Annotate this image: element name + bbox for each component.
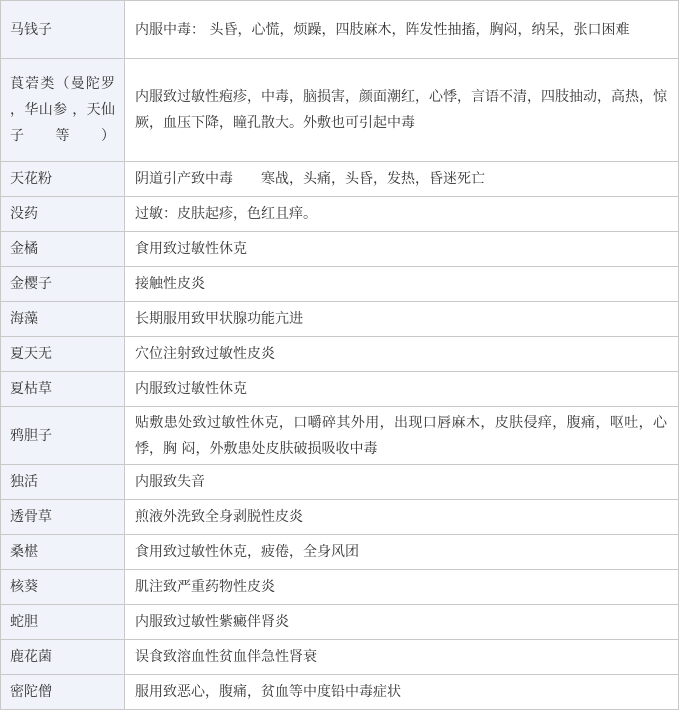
herb-name: 夏枯草 (1, 372, 125, 407)
reaction-description: 穴位注射致过敏性皮炎 (125, 337, 679, 372)
table-row (1, 197, 679, 232)
herb-name: 核葵 (1, 570, 125, 605)
reaction-description: 贴敷患处致过敏性休克，口嚼碎其外用，出现口唇麻木，皮肤侵痒，腹痛，呕吐，心悸，胸 闷，外敷患处皮肤破损吸收中毒 (125, 407, 679, 465)
reaction-description: 内服致过敏性紫癜伴肾炎 (125, 605, 679, 640)
table-row (1, 59, 679, 162)
reaction-description: 食用致过敏性休克 (125, 232, 679, 267)
herb-name-text: 莨菪类（曼陀罗 ，华山参 ，天仙子等） (10, 76, 115, 144)
reaction-description: 误食致溶血性贫血伴急性肾衰 (125, 640, 679, 675)
reaction-description: 食用致过敏性休克，疲倦，全身风团 (125, 535, 679, 570)
reaction-description: 煎液外洗致全身剥脱性皮炎 (125, 500, 679, 535)
herb-name: 金樱子 (1, 267, 125, 302)
table-row (1, 337, 679, 372)
reaction-description: 阴道引产致中毒 寒战，头痛，头昏，发热，昏迷死亡 (125, 162, 679, 197)
table-row (1, 1, 679, 59)
table-row (1, 267, 679, 302)
reaction-description: 肌注致严重药物性皮炎 (125, 570, 679, 605)
herb-name: 夏天无 (1, 337, 125, 372)
reaction-description: 长期服用致甲状腺功能亢进 (125, 302, 679, 337)
herb-name: 没药 (1, 197, 125, 232)
herb-name: 桑椹 (1, 535, 125, 570)
table-row (1, 570, 679, 605)
herb-name: 海藻 (1, 302, 125, 337)
herb-name: 密陀僧 (1, 675, 125, 710)
table-row (1, 500, 679, 535)
reaction-description: 内服致过敏性休克 (125, 372, 679, 407)
herb-name: 鹿花菌 (1, 640, 125, 675)
herb-name: 马钱子 (1, 1, 125, 59)
herb-name (1, 59, 125, 162)
herb-name: 独活 (1, 465, 125, 500)
herb-name: 透骨草 (1, 500, 125, 535)
reaction-description: 过敏：皮肤起疹，色红且痒。 (125, 197, 679, 232)
reaction-description: 服用致恶心，腹痛，贫血等中度铅中毒症状 (125, 675, 679, 710)
table-row (1, 465, 679, 500)
herb-name: 鸦胆子 (1, 407, 125, 465)
reaction-description: 接触性皮炎 (125, 267, 679, 302)
table-row (1, 407, 679, 465)
table-row (1, 302, 679, 337)
table-row (1, 162, 679, 197)
reaction-description: 内服中毒： 头昏，心慌，烦躁，四肢麻木，阵发性抽搐，胸闷，纳呆，张口困难 (125, 1, 679, 59)
table-row (1, 605, 679, 640)
table-row (1, 640, 679, 675)
herb-name: 金橘 (1, 232, 125, 267)
reaction-description: 内服致失音 (125, 465, 679, 500)
table-row (1, 675, 679, 710)
table-row (1, 372, 679, 407)
herb-name: 蛇胆 (1, 605, 125, 640)
reaction-description: 内服致过敏性疱疹，中毒，脑损害，颜面潮红，心悸，言语不清，四肢抽动，高热，惊厥，血压下降，瞳孔散大。外敷也可引起中毒 (125, 59, 679, 162)
table-row (1, 535, 679, 570)
herb-name: 天花粉 (1, 162, 125, 197)
table-row (1, 232, 679, 267)
